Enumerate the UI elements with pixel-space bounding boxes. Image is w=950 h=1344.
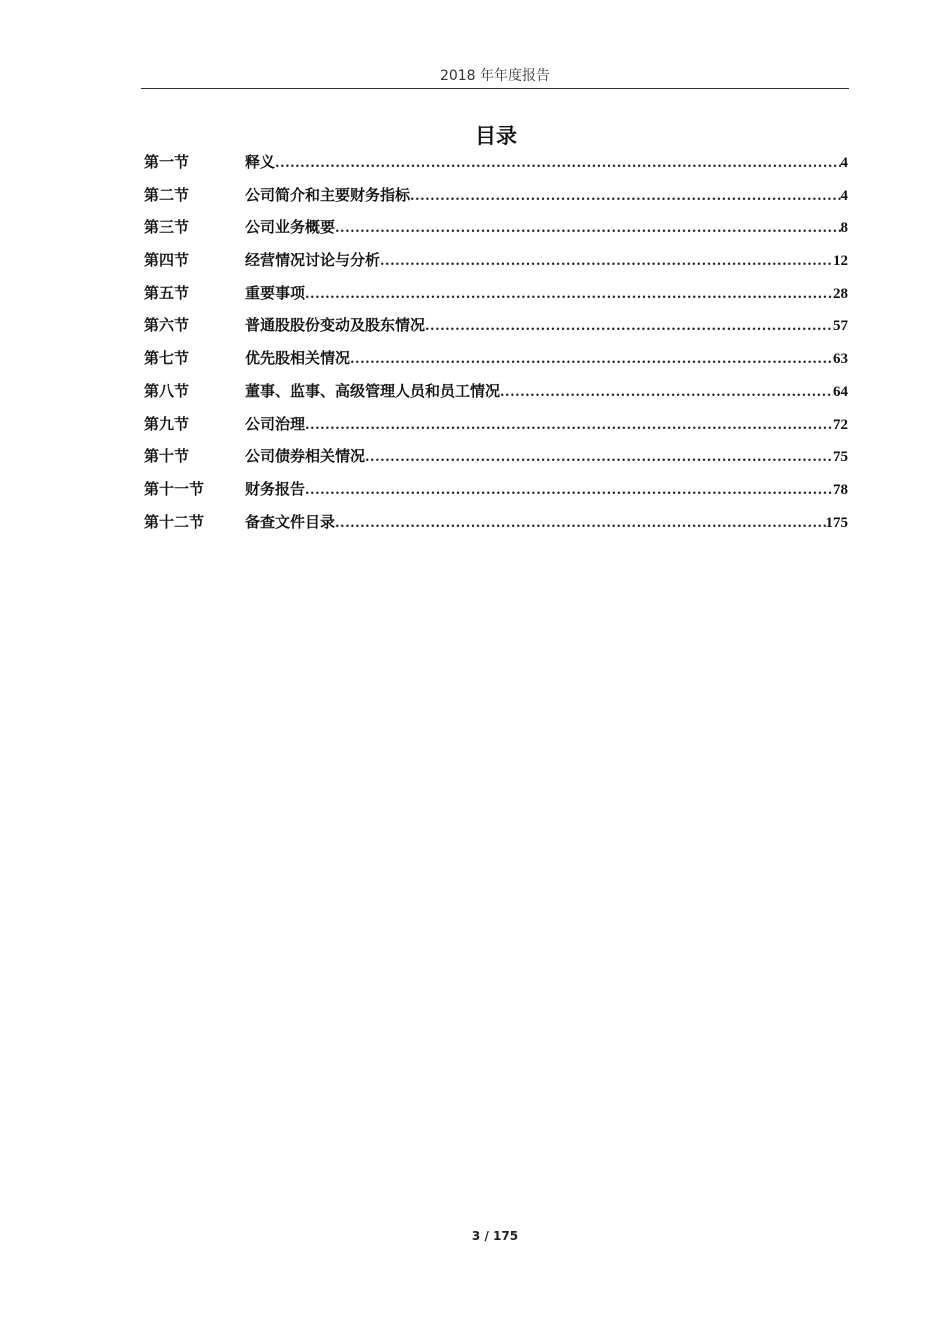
dot-leader: [500, 380, 833, 406]
toc-page-number: 4: [840, 155, 848, 171]
dot-leader: [305, 413, 833, 439]
toc-entry[interactable]: [144, 378, 848, 411]
toc-section-title: 公司简介和主要财务指标: [245, 185, 411, 204]
toc-entry[interactable]: [144, 411, 848, 444]
table-of-contents: [144, 149, 848, 541]
page-footer: [0, 1229, 950, 1243]
toc-page-number: 72: [833, 416, 848, 433]
toc-page-number: 57: [833, 318, 848, 335]
dot-leader: [425, 314, 833, 340]
toc-title: 目录: [475, 124, 517, 148]
toc-page-number: 12: [833, 253, 848, 270]
toc-section-number: 第十节: [144, 447, 190, 466]
dot-leader: [410, 184, 840, 210]
toc-section-number: 第七节: [144, 349, 190, 368]
toc-entry[interactable]: [144, 247, 848, 280]
dot-leader: [275, 151, 840, 177]
toc-entry[interactable]: [144, 509, 848, 542]
toc-entry[interactable]: [144, 312, 848, 345]
dot-leader: [305, 478, 833, 504]
toc-section-title: 优先股相关情况: [245, 349, 351, 368]
toc-section-number: 第一节: [144, 153, 190, 171]
toc-section-number: 第十一节: [144, 479, 205, 498]
page-indicator: 3 / 175: [471, 1229, 519, 1243]
dot-leader: [365, 445, 833, 471]
toc-section-title: 经营情况讨论与分析: [245, 251, 381, 270]
toc-section-number: 第十二节: [144, 512, 205, 531]
toc-page-number: 8: [840, 220, 848, 237]
toc-section-title: 公司债券相关情况: [245, 447, 366, 466]
toc-section-title: 公司治理: [245, 414, 306, 433]
toc-page-number: 175: [825, 514, 848, 531]
page-header: [141, 66, 849, 89]
toc-section-number: 第四节: [144, 251, 190, 270]
toc-page-number: 63: [833, 351, 848, 368]
dot-leader: [350, 347, 833, 373]
toc-entry[interactable]: [144, 149, 848, 182]
toc-entry[interactable]: [144, 214, 848, 247]
toc-section-title: 财务报告: [245, 479, 306, 498]
toc-section-title: 备查文件目录: [245, 512, 336, 531]
toc-section-number: 第六节: [144, 316, 190, 335]
toc-section-title: 释义: [245, 153, 276, 171]
toc-page-number: 75: [833, 449, 848, 466]
dot-leader: [380, 249, 833, 275]
toc-section-title: 普通股股份变动及股东情况: [245, 316, 426, 335]
toc-page-number: 64: [833, 383, 848, 400]
toc-section-number: 第五节: [144, 283, 190, 302]
dot-leader: [305, 282, 833, 308]
toc-page-number: 78: [833, 481, 848, 498]
toc-section-title: 董事、监事、高级管理人员和员工情况: [245, 381, 501, 400]
toc-entry[interactable]: [144, 443, 848, 476]
toc-entry[interactable]: [144, 280, 848, 313]
toc-entry[interactable]: [144, 345, 848, 378]
toc-page-number: 4: [840, 187, 848, 204]
toc-section-number: 第八节: [144, 381, 190, 400]
report-title: 2018 年年度报告: [439, 68, 551, 84]
toc-section-number: 第二节: [144, 185, 190, 204]
toc-page-number: 28: [833, 285, 848, 302]
dot-leader: [335, 511, 825, 537]
toc-section-number: 第九节: [144, 414, 190, 433]
toc-section-title: 重要事项: [245, 283, 306, 302]
toc-section-title: 公司业务概要: [245, 218, 336, 237]
toc-entry[interactable]: [144, 476, 848, 509]
toc-section-number: 第三节: [144, 218, 190, 237]
dot-leader: [335, 216, 840, 242]
toc-entry[interactable]: [144, 182, 848, 215]
